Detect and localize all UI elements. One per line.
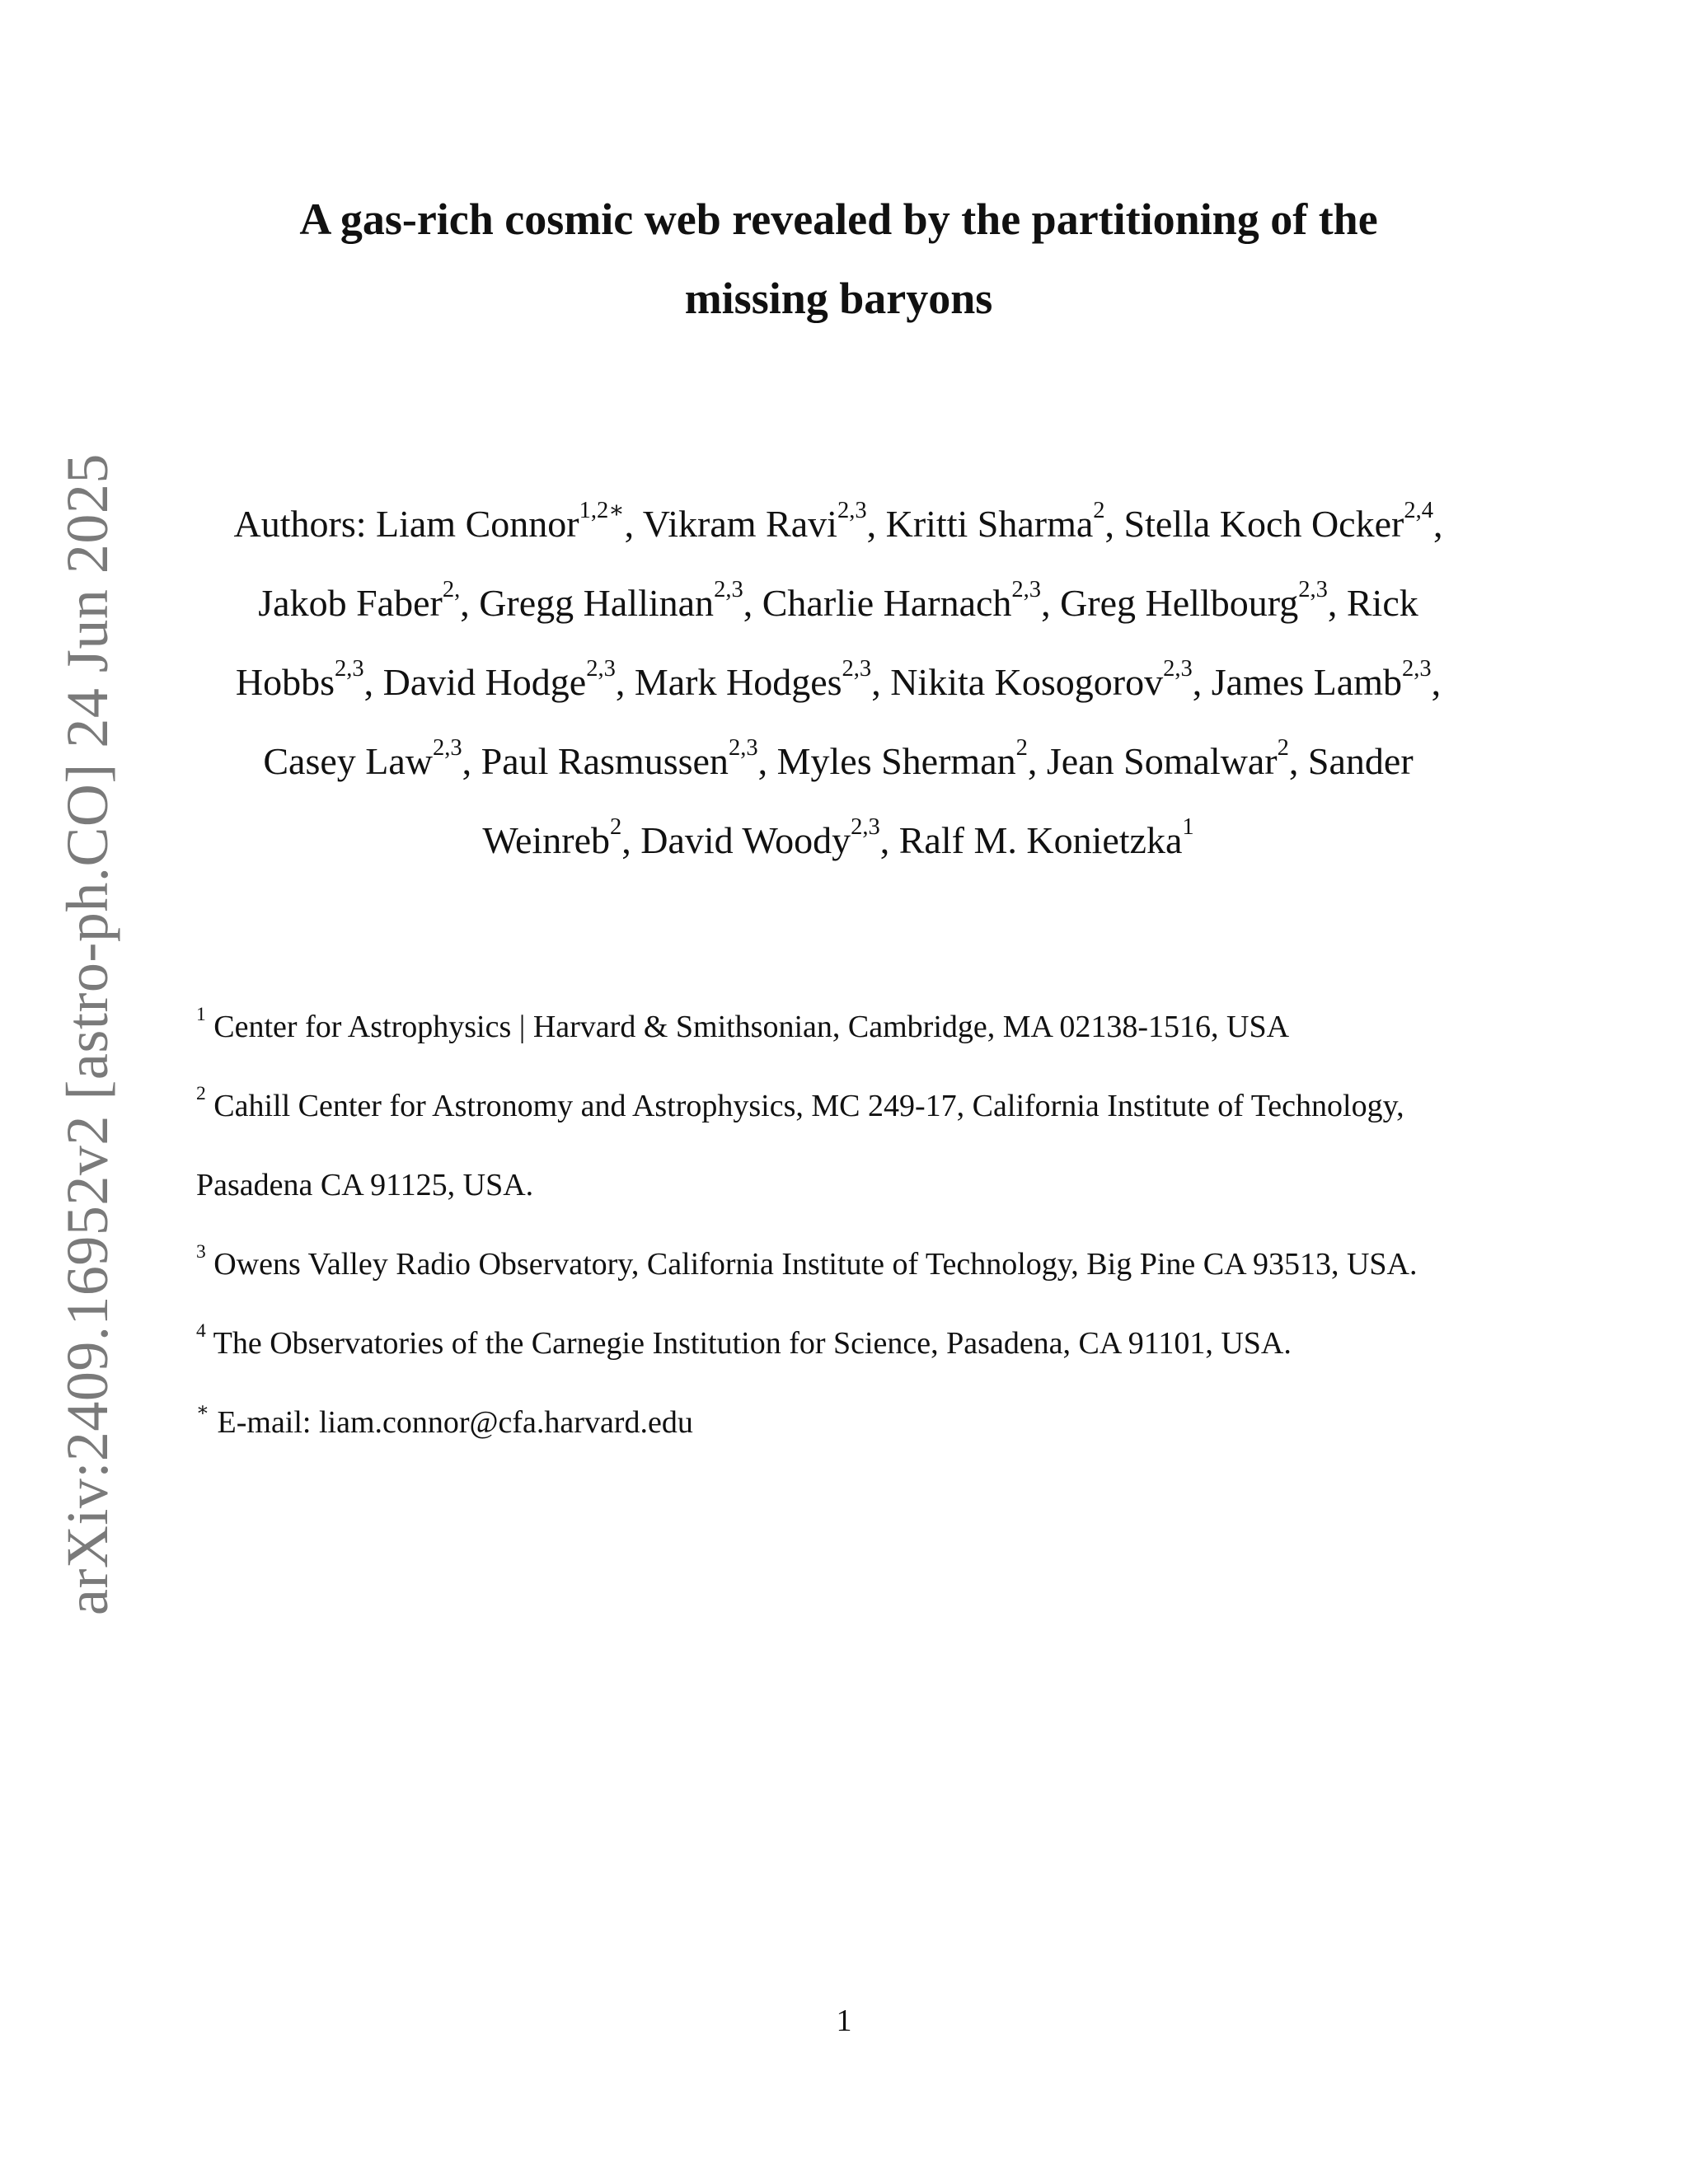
author bbox=[258, 576, 461, 624]
author-name: Myles Sherman bbox=[776, 740, 1016, 782]
affiliation-text: The Observatories of the Carnegie Institution for Science, Pasadena, CA 91101, USA. bbox=[213, 1326, 1292, 1361]
author-affiliation-marker: 2,3 bbox=[586, 655, 616, 682]
author bbox=[376, 497, 625, 545]
author-affiliation-marker: 2,3 bbox=[728, 734, 758, 761]
affiliation-text: Owens Valley Radio Observatory, California Institute of Technology, Big Pine CA 93513, USA. bbox=[213, 1247, 1418, 1282]
author-name: Vikram Ravi bbox=[642, 503, 837, 545]
author-affiliation-marker: 2,3 bbox=[334, 655, 364, 682]
author-name: Greg Hellbourg bbox=[1060, 582, 1299, 624]
affiliation-marker: 4 bbox=[196, 1320, 206, 1343]
author-name: Rick Hobbs bbox=[235, 582, 1418, 703]
affiliation-marker: ∗ bbox=[196, 1399, 210, 1422]
author bbox=[776, 734, 1028, 782]
author-affiliation-marker: 1 bbox=[1182, 813, 1194, 840]
affiliation-marker: 3 bbox=[196, 1241, 206, 1263]
author-name: Casey Law bbox=[263, 740, 433, 782]
author-name: Mark Hodges bbox=[634, 661, 842, 703]
author-name: Sander Weinreb bbox=[482, 740, 1414, 861]
affiliation-item bbox=[196, 1304, 1515, 1383]
author-name: David Woody bbox=[640, 819, 851, 861]
author-affiliation-marker: 2, bbox=[442, 576, 461, 602]
author bbox=[634, 655, 872, 703]
affiliation-text: E-mail: liam.connor@cfa.harvard.edu bbox=[217, 1405, 693, 1440]
author-affiliation-marker: 2,3 bbox=[1298, 576, 1328, 602]
author-affiliation-marker: 2,3 bbox=[1163, 655, 1193, 682]
affiliation-item bbox=[196, 1383, 1515, 1462]
author bbox=[762, 576, 1042, 624]
author-affiliation-marker: 2 bbox=[1277, 734, 1289, 761]
author-affiliation-marker: 2 bbox=[1015, 734, 1028, 761]
author-affiliation-marker: 2,3 bbox=[851, 813, 880, 840]
author-affiliation-marker: 2,3 bbox=[1401, 655, 1432, 682]
affiliation-item bbox=[196, 987, 1515, 1066]
author bbox=[1046, 734, 1289, 782]
author bbox=[382, 655, 616, 703]
author bbox=[481, 734, 758, 782]
affiliation-text: Center for Astrophysics | Harvard & Smithsonian, Cambridge, MA 02138-1516, USA bbox=[213, 1010, 1290, 1044]
author-name: Kritti Sharma bbox=[885, 503, 1094, 545]
author-name: Stella Koch Ocker bbox=[1123, 503, 1404, 545]
author bbox=[890, 655, 1193, 703]
affiliation-item bbox=[196, 1066, 1515, 1225]
affiliation-list bbox=[196, 987, 1515, 1462]
author-name: David Hodge bbox=[382, 661, 587, 703]
paper-title-line-1: A gas-rich cosmic web revealed by the partitioning of the bbox=[299, 194, 1378, 244]
affiliation-marker: 1 bbox=[196, 1004, 206, 1026]
authors-prefix: Authors: bbox=[233, 503, 377, 545]
author-affiliation-marker: 2,3 bbox=[837, 497, 867, 523]
author bbox=[885, 497, 1105, 545]
author bbox=[898, 813, 1194, 861]
author bbox=[479, 576, 743, 624]
author bbox=[640, 813, 880, 861]
author bbox=[1123, 497, 1433, 545]
author-affiliation-marker: 2,3 bbox=[433, 734, 462, 761]
author-affiliation-marker: 2,3 bbox=[714, 576, 743, 602]
author-affiliation-marker: 2,3 bbox=[842, 655, 872, 682]
author-affiliation-marker: 2 bbox=[1093, 497, 1105, 523]
author-name: Ralf M. Konietzka bbox=[898, 819, 1183, 861]
author-affiliation-marker: 1,2∗ bbox=[579, 497, 625, 523]
author-name: Charlie Harnach bbox=[762, 582, 1012, 624]
affiliation-item bbox=[196, 1225, 1515, 1304]
author bbox=[263, 734, 462, 782]
author-affiliation-marker: 2 bbox=[610, 813, 622, 840]
author-name: Jakob Faber bbox=[258, 582, 443, 624]
author-name: Paul Rasmussen bbox=[481, 740, 729, 782]
affiliation-text: Cahill Center for Astronomy and Astrophysics, MC 249-17, California Institute of Technology, Pasadena CA 91125, USA. bbox=[196, 1089, 1404, 1202]
author-name: James Lamb bbox=[1211, 661, 1402, 703]
author-affiliation-marker: 2,3 bbox=[1011, 576, 1042, 602]
author-affiliation-marker: 2,4 bbox=[1404, 497, 1433, 523]
arxiv-identifier-stamp: arXiv:2409.16952v2 [astro-ph.CO] 24 Jun 2025 bbox=[54, 453, 120, 1615]
author bbox=[642, 497, 867, 545]
author-list: Authors: Liam Connor$^{1,2∗}$, Vikram Ravi$^{2,3}$, Kritti Sharma$^2$, Stella Koch Ocker$^{2,4}$, Jakob Faber$^{2,}$, Gregg Hallinan$^{2,3}$, Charlie Harnach$^{2,3}$, Greg Hellbourg$^{2,3}$, Rick Hobbs$^{2,3}$, David Hodge$^{2,3}$, Mark Hodges$^{2,3}$, Nikita Kosogorov$^{2,3}$, James Lamb$^{2,3}$, Casey Law$^{2,3}$, Paul Rasmussen$^{2,3}$, Myles Sherman$^2$, Jean Somalwar$^2$, Sander Weinreb$^2$, David Woody$^{2,3}$, Ralf M. Konietzka$^1$ bbox=[233, 497, 1443, 861]
paper-title bbox=[198, 180, 1479, 338]
author-name: Gregg Hallinan bbox=[479, 582, 715, 624]
author bbox=[1211, 655, 1432, 703]
page-number: 1 bbox=[836, 2004, 852, 2038]
author-name: Nikita Kosogorov bbox=[890, 661, 1164, 703]
paper-title-line-2: missing baryons bbox=[684, 274, 993, 323]
author bbox=[1060, 576, 1328, 624]
author-name: Jean Somalwar bbox=[1046, 740, 1278, 782]
affiliation-marker: 2 bbox=[196, 1083, 206, 1105]
author-name: Liam Connor bbox=[376, 503, 579, 545]
